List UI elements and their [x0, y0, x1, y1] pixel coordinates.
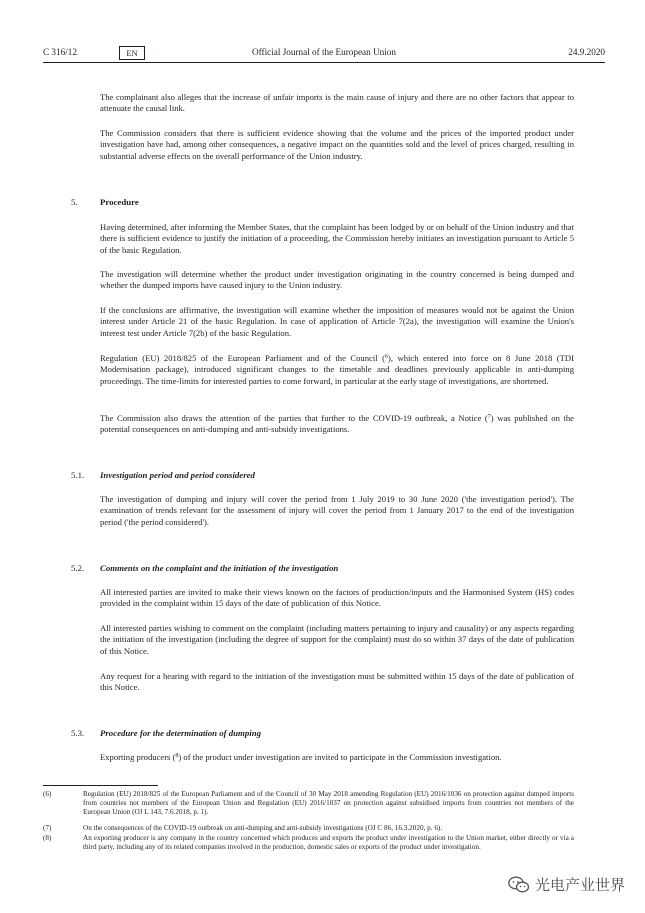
section-title: Procedure for the determination of dumping: [100, 728, 262, 738]
section-number: 5.1.: [71, 470, 85, 480]
section-number: 5.: [71, 197, 78, 207]
journal-title: Official Journal of the European Union: [252, 47, 396, 57]
section5-paragraph-5: The Commission also draws the attention of the parties that further to the COVID-19 outbreak, a Notice ($^7$) was published on the potential consequences on anti-dumping and anti-subsidy investigations.: [100, 413, 574, 435]
section-title: Comments on the complaint and the initiation of the investigation: [100, 563, 339, 573]
footnote-8: [43, 834, 574, 852]
section5-2-paragraph-1: All interested parties are invited to make their views known on the factors of production/inputs and the Harmonised System (HS) codes provided in the complaint within 15 days of the date of publication of this Notice.: [100, 587, 574, 609]
footnote-ref-7[interactable]: 7: [487, 414, 491, 420]
page-header: [43, 47, 605, 61]
wechat-icon: [508, 876, 530, 894]
watermark-text: 光电产业世界: [534, 876, 625, 894]
section5-paragraph-4: Regulation (EU) 2018/825 of the European Parliament and of the Council ($^6$), which entered into force on 8 June 2018 (TDI Modernisation package), introduced significant changes to the timetable and deadlines previously applicable in anti-dumping proceedings. The time-limits for interested parties to come forward, in particular at the early stage of investigations, are shortened.: [100, 353, 574, 386]
section-number: 5.3.: [71, 728, 85, 738]
footnote-7: [43, 824, 574, 833]
watermark: [508, 874, 625, 895]
section5-2-paragraph-3: Any request for a hearing with regard to the initiation of the investigation must be submitted within 15 days of the date of publication of this Notice.: [100, 671, 574, 693]
footnote-text: Regulation (EU) 2018/825 of the European Parliament and of the Council of 30 May 2018 amending Regulation (EU) 2016/1036 on protection against dumped imports from countries not members of the European Union and Regulation (EU) 2016/1037 on protection against subsidised imports from countries not members of the European Union (OJ L 143, 7.6.2018, p. 1).: [83, 790, 574, 817]
footnote-divider: [43, 785, 158, 786]
footnote-marker: (7): [43, 824, 52, 832]
section5-paragraph-3: If the conclusions are affirmative, the investigation will examine whether the imposition of measures would not be against the Union interest under Article 21 of the basic Regulation. In case of application of Article 7(2a), the investigation will examine the Union's interest test under Article 7(2b) of the basic Regulation.: [100, 305, 574, 338]
section5-paragraph-2: The investigation will determine whether the product under investigation originating in the country concerned is being dumped and whether the dumped imports have caused injury to the Union industry.: [100, 269, 574, 291]
section5-1-paragraph-1: The investigation of dumping and injury will cover the period from 1 July 2019 to 30 June 2020 ('the investigation period'). The examination of trends relevant for the assessment of injury will cover the period from 1 January 2017 to the end of the investigation period ('the period considered').: [100, 494, 574, 527]
section-number: 5.2.: [71, 563, 85, 573]
publication-date: 24.9.2020: [568, 47, 605, 57]
section5-paragraph-1: Having determined, after informing the Member States, that the complaint has been lodged by or on behalf of the Union industry and that there is sufficient evidence to justify the initiation of a proceeding, the Commission hereby initiates an investigation pursuant to Article 5 of the basic Regulation.: [100, 222, 574, 255]
intro-paragraph-2: The Commission considers that there is sufficient evidence showing that the volume and the prices of the imported product under investigation have had, among other consequences, a negative impact on the quantities sold and the level of prices charged, resulting in substantial adverse effects on the overall performance of the Union industry.: [100, 128, 574, 161]
footnote-text: On the consequences of the COVID-19 outbreak on anti-dumping and anti-subsidy investigations (OJ C 86, 16.3.2020, p. 6).: [83, 824, 443, 832]
footnote-marker: (6): [43, 790, 52, 798]
footnote-ref-6[interactable]: 6: [385, 354, 388, 360]
language-badge: EN: [119, 46, 145, 60]
page-reference: C 316/12: [43, 47, 77, 57]
section-title: Investigation period and period considered: [100, 470, 255, 480]
section5-3-paragraph-1: Exporting producers ($^8$) of the product under investigation are invited to participate in the Commission investigation.: [100, 752, 502, 762]
footnote-marker: (8): [43, 834, 52, 842]
footnote-ref-8[interactable]: 8: [175, 753, 179, 759]
section-title: Procedure: [100, 197, 139, 207]
intro-paragraph-1: The complainant also alleges that the increase of unfair imports is the main cause of injury and there are no other factors that appear to attenuate the causal link.: [100, 92, 574, 114]
footnote-text: An exporting producer is any company in the country concerned which produces and exports the product under investigation to the Union market, either directly or via a third party, including any of its related companies involved in the production, domestic sales or exports of the product under investigation.: [83, 834, 574, 852]
footnote-6: [43, 790, 574, 817]
header-divider: [43, 62, 605, 63]
section5-2-paragraph-2: All interested parties wishing to comment on the complaint (including matters pertaining to injury and causality) or any aspects regarding the initiation of the investigation (including the degree of support for the complaint) must do so within 37 days of the date of publication of this Notice.: [100, 623, 574, 656]
